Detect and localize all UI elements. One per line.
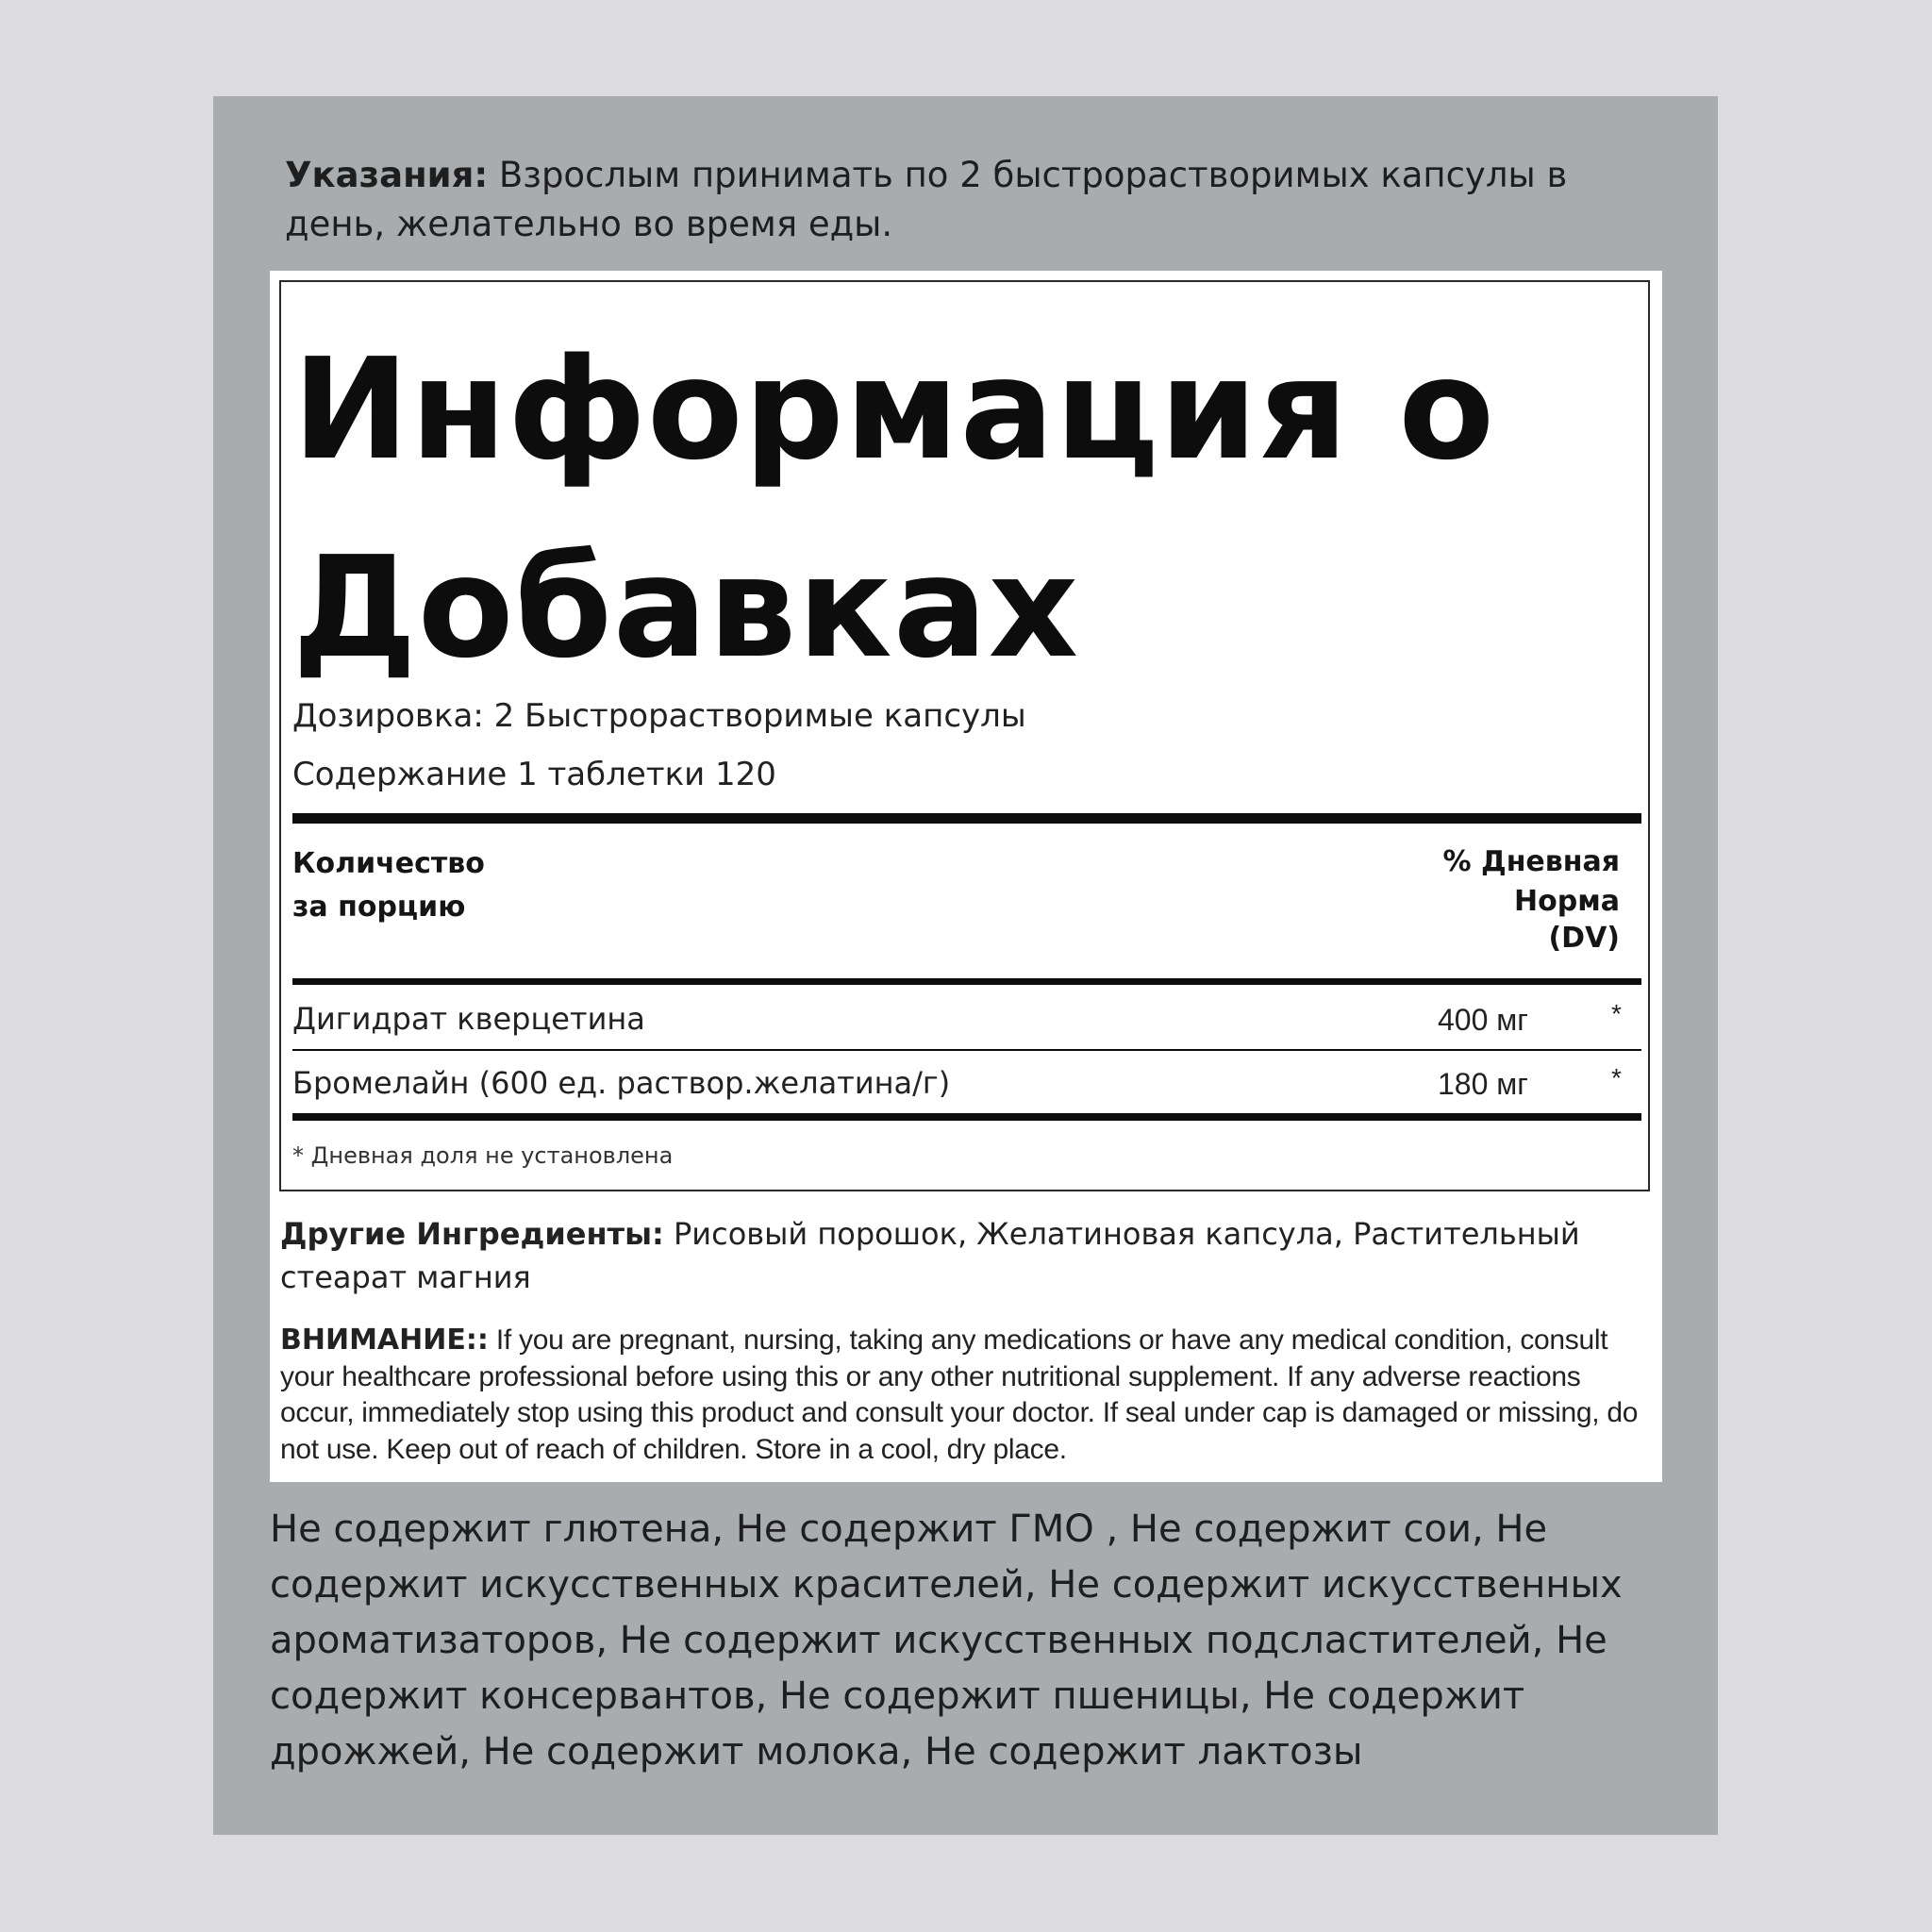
directions-label: Указания:	[285, 155, 489, 195]
header-amount-line2: за порцию	[292, 891, 466, 924]
nutrient-amount: 180 мг	[1438, 1067, 1528, 1101]
header-amount-per-serving	[292, 842, 485, 929]
nutrient-dv: *	[1611, 1063, 1622, 1092]
header-dv-line2: Норма	[1514, 885, 1620, 918]
supplement-facts-table	[279, 280, 1650, 1191]
header-dv-line1: % Дневная	[1442, 845, 1620, 878]
facts-title: Информация о Добавках	[292, 328, 1496, 689]
directions-text	[285, 151, 1587, 249]
servings-per-container: Содержание 1 таблетки 120	[292, 756, 776, 793]
warning-body: If you are pregnant, nursing, taking any medications or have any medical condition, consult your healthcare professional before using this or any other nutritional supplement. If any adverse reactions occur, immediately stop using this product and consult your doctor. If seal under cap is damaged or missing, do not use. Keep out of reach of children. Store in a cool, dry place.	[280, 1324, 1639, 1465]
thin-divider	[292, 1049, 1641, 1051]
header-amount-line1: Количество	[292, 847, 485, 880]
bottom-divider	[292, 1113, 1641, 1121]
dv-footnote: * Дневная доля не установлена	[292, 1142, 674, 1169]
nutrient-dv: *	[1611, 999, 1622, 1028]
warning-text	[280, 1323, 1648, 1468]
warning-label: ВНИМАНИЕ::	[280, 1324, 489, 1357]
other-ingredients-label: Другие Ингредиенты:	[280, 1216, 664, 1252]
nutrient-amount: 400 мг	[1438, 1003, 1528, 1037]
other-ingredients-text: Рисовый порошок, Желатиновая капсула, Растительный стеарат магния	[280, 1216, 1580, 1295]
thick-divider	[292, 813, 1641, 824]
medium-divider	[292, 978, 1641, 985]
header-daily-value	[1442, 842, 1620, 956]
nutrient-name: Дигидрат кверцетина	[292, 1001, 645, 1037]
other-ingredients	[280, 1212, 1639, 1299]
serving-size: Дозировка: 2 Быстрорастворимые капсулы	[292, 697, 1026, 735]
free-from-list: Не содержит глютена, Не содержит ГМО , Не содержит сои, Не содержит искусственных красителей, Не содержит искусственных ароматизаторов, Не содержит искусственных подсластителей, Не содержит консервантов, Не содержит пшеницы, Не содержит дрожжей, Не содержит молока, Не содержит лактозы	[270, 1507, 1623, 1774]
header-dv-line3: (DV)	[1548, 922, 1620, 955]
directions-body: Взрослым принимать по 2 быстрорастворимых капсулы в день, желательно во время еды.	[285, 155, 1568, 244]
nutrient-name: Бромелайн (600 ед. раствор.желатина/г)	[292, 1065, 951, 1101]
